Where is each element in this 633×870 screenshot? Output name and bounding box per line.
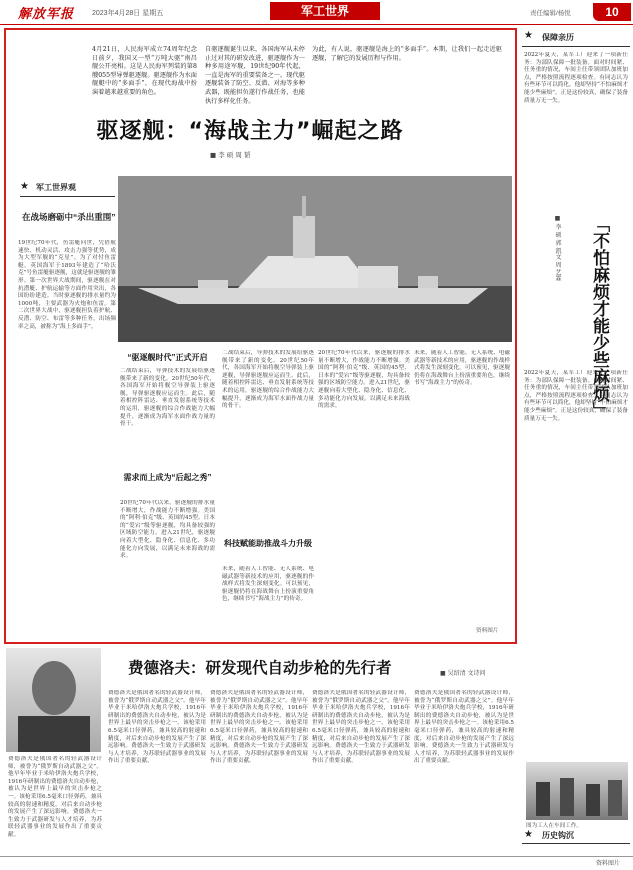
- section-banner: 军工世界: [270, 2, 380, 20]
- workshop-photo: [526, 762, 628, 820]
- editor-credit: 责任编辑/杨悦: [530, 10, 571, 17]
- subheading-4: 科技赋能助推战斗力升级: [224, 539, 312, 548]
- section-tag: 军工世界观: [36, 183, 76, 192]
- page-footer: [0, 856, 633, 870]
- issue-date: 2023年4月28日 星期五: [92, 10, 164, 17]
- body-column-2: 二战结束后，导弹技术的发展给驱逐舰带来了新的变化。20世纪50年代，各国海军开始将舰空导弹装上驱逐舰，导弹驱逐舰应运而生。此后，随着相控阵雷达、垂直发射系统等技术的运用，驱逐舰的综合作战能力大幅提升，逐渐成为海军水面作战力量的骨干。: [120, 368, 215, 428]
- page-number: 10: [593, 3, 631, 21]
- article-byline: ■ 李 硕 周 韬: [210, 151, 251, 159]
- right-body-top: 2022年夏天，某军工厂迎来了一项新任务：为部队保障一批装备。面对时间紧、任务重的情况，车间主任带领团队加班加点，严格按照流程逐项检查。有同志认为有些环节可以简化，他却坚持“不怕麻烦才能少些麻烦”。正是这份较真，确保了装备质量万无一失。: [524, 52, 628, 104]
- photo-caption: 图为工人在车间工作。: [526, 823, 582, 829]
- lower-body-column-2: 费德洛夫是俄国著名的轻武器设计师，被誉为“俄罗斯自动武器之父”。他早年毕业于米哈伊洛夫炮兵学校，1916年研制出的费德洛夫自动步枪，被认为是世界上最早的突击步枪之一。该枪采用6.5毫米口径弹药，兼具较高的射速和精度，对后来自动步枪的发展产生了深远影响。费德洛夫一生致力于武器研发与人才培养，为苏联轻武器事业的发展作出了重要贡献。: [108, 690, 206, 765]
- lower-body-column-5: 费德洛夫是俄国著名的轻武器设计师，被誉为“俄罗斯自动武器之父”。他早年毕业于米哈伊洛夫炮兵学校，1916年研制出的费德洛夫自动步枪，被认为是世界上最早的突击步枪之一。该枪采用6.5毫米口径弹药，兼具较高的射速和精度，对后来自动步枪的发展产生了深远影响。费德洛夫一生致力于武器研发与人才培养，为苏联轻武器事业的发展作出了重要贡献。: [414, 690, 514, 765]
- body-column-3: 20世纪70年代以来，驱逐舰的排水量不断增大，作战能力不断增强。美国的“阿利·伯克”级、英国的45型、日本的“爱宕”级等驱逐舰，均具备较强的区域防空能力。进入21世纪，驱逐舰向着大型化、隐身化、信息化、多功能化方向发展，以满足未来海战的需求。: [120, 500, 215, 560]
- right-body-main: 2022年夏天，某军工厂迎来了一项新任务：为部队保障一批装备。面对时间紧、任务重的情况，车间主任带领团队加班加点，严格按照流程逐项检查。有同志认为有些环节可以简化，他却坚持“不怕麻烦才能少些麻烦”。正是这份较真，确保了装备质量万无一失。: [524, 370, 628, 422]
- portrait-illustration: [6, 648, 101, 752]
- body-column-4: 二战结束后，导弹技术的发展给驱逐舰带来了新的变化。20世纪50年代，各国海军开始将舰空导弹装上驱逐舰，导弹驱逐舰应运而生。此后，随着相控阵雷达、垂直发射系统等技术的运用，驱逐舰的综合作战能力大幅提升，逐渐成为海军水面作战力量的骨干。: [222, 350, 314, 410]
- lower-headline: 费德洛夫：研发现代自动步枪的先行者: [128, 659, 392, 677]
- destroyer-photo: [118, 176, 512, 342]
- subheading-3: 需求而上成为“后起之秀”: [123, 473, 212, 482]
- bottom-section-tag: 历史钩沉: [542, 831, 574, 840]
- lower-byline: ■ 吴绍清 文诗问: [440, 670, 486, 677]
- lead-paragraph-2: 自驱逐舰诞生以来，各国海军从未停止过对其的研发改进，驱逐舰作为一种多用途军舰，19世纪90年代起，一直是海军的重要装备之一。现代驱逐舰装备了防空、反潜、对海等多种武器，既能担负遂行作战任务，也能执行多样化任务。: [205, 46, 305, 105]
- star-icon: ★: [524, 829, 533, 840]
- right-section-tag: 保障亲历: [542, 33, 574, 42]
- photo-source: 资料图片: [476, 628, 499, 634]
- lead-paragraph-1: 4月21日，人民海军成立74周年纪念日前夕，我国又一型“万吨大驱”南昌舰公开亮相。这是人民海军列装的第8艘055型导弹驱逐舰。驱逐舰作为水面舰艇中的“多面手”，在现代海战中扮演着越来越重要的角色。: [92, 46, 197, 96]
- body-column-7: 未来，随着人工智能、无人系统、电磁武器等新技术的应用，驱逐舰的作战样式将发生深刻变化。可以预见，驱逐舰仍将在海战舞台上扮演重要角色，继续书写“海战主力”的传奇。: [414, 350, 510, 387]
- subheading-1: 在战场磨砺中“杀出重围”: [22, 212, 116, 222]
- star-icon: ★: [524, 30, 533, 41]
- body-column-6: 20世纪70年代以来，驱逐舰的排水量不断增大，作战能力不断增强。美国的“阿利·伯克”级、英国的45型、日本的“爱宕”级等驱逐舰，均具备较强的区域防空能力。进入21世纪，驱逐舰向着大型化、隐身化、信息化、多功能化方向发展，以满足未来海战的需求。: [318, 350, 410, 410]
- star-icon: ★: [20, 181, 29, 192]
- body-column-1: 19世纪70年代，鱼雷艇问世，凭借航速快、机动灵活、攻击力强等优势，成为大型军舰的“克星”。为了对付鱼雷艇，英国海军于1893年建造了“哈沃克”号鱼雷艇驱逐舰，这就是驱逐舰的雏形。第一次世界大战期间，驱逐舰在对抗潜艇、护航运输等方面作用突出，各国纷纷建造。当时驱逐舰的排水量约为1000吨，主要武器为火炮和鱼雷。第二次世界大战中，驱逐舰担负着护航、反潜、防空、布雷等多种任务，出场频率之高，被称为“海上多面手”。: [18, 240, 116, 330]
- page-headline: 驱逐舰：“海战主力”崛起之路: [96, 119, 404, 144]
- bottom-section-tag-underline: [522, 829, 630, 844]
- subheading-2: “驱逐舰时代”正式开启: [127, 353, 208, 362]
- right-article-author: ■ 李 硕 郭 凯文 周 艺霖: [554, 215, 561, 282]
- newspaper-logo: 解放军报: [18, 7, 75, 22]
- lower-body-column-1: 费德洛夫是俄国著名的轻武器设计师，被誉为“俄罗斯自动武器之父”。他早年毕业于米哈伊洛夫炮兵学校，1916年研制出的费德洛夫自动步枪，被认为是世界上最早的突击步枪之一。该枪采用6.5毫米口径弹药，兼具较高的射速和精度，对后来自动步枪的发展产生了深远影响。费德洛夫一生致力于武器研发与人才培养，为苏联轻武器事业的发展作出了重要贡献。: [8, 756, 102, 838]
- workshop-illustration: [526, 762, 628, 820]
- body-column-5: 未来，随着人工智能、无人系统、电磁武器等新技术的应用，驱逐舰的作战样式将发生深刻变化。可以预见，驱逐舰仍将在海战舞台上扮演重要角色，继续书写“海战主力”的传奇。: [222, 566, 314, 603]
- lead-paragraph-3: 为此，有人说，驱逐舰是海上的“多面手”。本期，让我们一起走近驱逐舰，了解它的发展历程与作用。: [312, 46, 502, 62]
- footer-source: 资料图片: [596, 861, 621, 867]
- lower-body-column-4: 费德洛夫是俄国著名的轻武器设计师，被誉为“俄罗斯自动武器之父”。他早年毕业于米哈伊洛夫炮兵学校，1916年研制出的费德洛夫自动步枪，被认为是世界上最早的突击步枪之一。该枪采用6.5毫米口径弹药，兼具较高的射速和精度，对后来自动步枪的发展产生了深远影响。费德洛夫一生致力于武器研发与人才培养，为苏联轻武器事业的发展作出了重要贡献。: [312, 690, 410, 765]
- right-section-tag-underline: [522, 30, 630, 47]
- right-article-title: 「不怕麻烦才能少些麻烦」: [589, 215, 609, 419]
- destroyer-illustration: [118, 176, 512, 342]
- lower-body-column-3: 费德洛夫是俄国著名的轻武器设计师，被誉为“俄罗斯自动武器之父”。他早年毕业于米哈伊洛夫炮兵学校，1916年研制出的费德洛夫自动步枪，被认为是世界上最早的突击步枪之一。该枪采用6.5毫米口径弹药，兼具较高的射速和精度，对后来自动步枪的发展产生了深远影响。费德洛夫一生致力于武器研发与人才培养，为苏联轻武器事业的发展作出了重要贡献。: [210, 690, 308, 765]
- portrait-photo: [6, 648, 101, 752]
